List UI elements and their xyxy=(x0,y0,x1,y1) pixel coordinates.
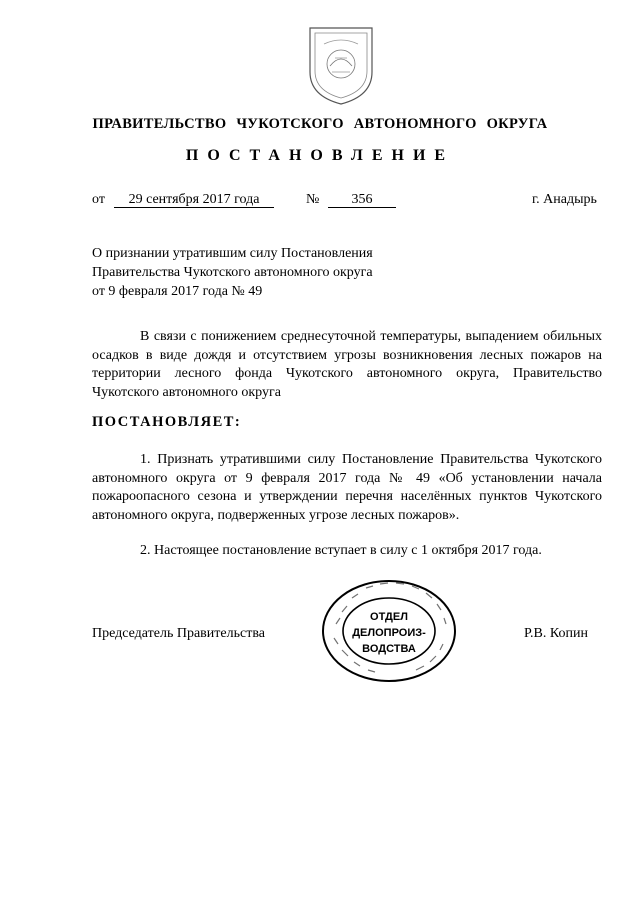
number-sign: № xyxy=(306,192,320,207)
subject-line: от 9 февраля 2017 года № 49 xyxy=(92,284,263,299)
coat-of-arms-emblem xyxy=(302,22,380,106)
intro-paragraph: В связи с понижением среднесуточной температуры, выпадением обильных осадков в виде дождя и отсутствием угрозы возникновения лесных пожаров на территории лесного фонда Чукотского автономного округа, Правительство Чукотского автономного округа xyxy=(92,329,602,400)
document-subject xyxy=(92,244,452,301)
seal-line-2: ДЕЛОПРОИЗ- xyxy=(352,627,426,639)
from-prefix: от xyxy=(92,192,105,207)
signatory-name: Р.В. Копин xyxy=(524,626,588,641)
document-number: 356 xyxy=(328,192,396,208)
seal-line-3: ВОДСТВА xyxy=(362,643,416,655)
seal-line-1: ОТДЕЛ xyxy=(370,611,408,623)
document-type-heading: ПОСТАНОВЛЕНИЕ xyxy=(185,147,455,164)
item-1-paragraph: 1. Признать утратившими силу Постановление Правительства Чукотского автономного округа от 9 февраля 2017 года № 49 «Об установлении начала пожароопасного сезона и утверждении перечня населённых пунктов Чукотского автономного округа, подверженных угрозе лесных пожаров». xyxy=(92,452,602,523)
item-2-paragraph: 2. Настоящее постановление вступает в силу с 1 октября 2017 года. xyxy=(140,543,542,558)
city: г. Анадырь xyxy=(532,192,597,207)
document-date: 29 сентября 2017 года xyxy=(114,192,274,208)
signatory-position: Председатель Правительства xyxy=(92,626,265,641)
resolves-heading: ПОСТАНОВЛЯЕТ: xyxy=(92,414,242,430)
subject-line: Правительства Чукотского автономного округа xyxy=(92,265,373,280)
subject-line: О признании утратившим силу Постановления xyxy=(92,246,373,261)
official-seal xyxy=(318,578,460,684)
government-title: ПРАВИТЕЛЬСТВО ЧУКОТСКОГО АВТОНОМНОГО ОКРУГА xyxy=(92,116,548,132)
